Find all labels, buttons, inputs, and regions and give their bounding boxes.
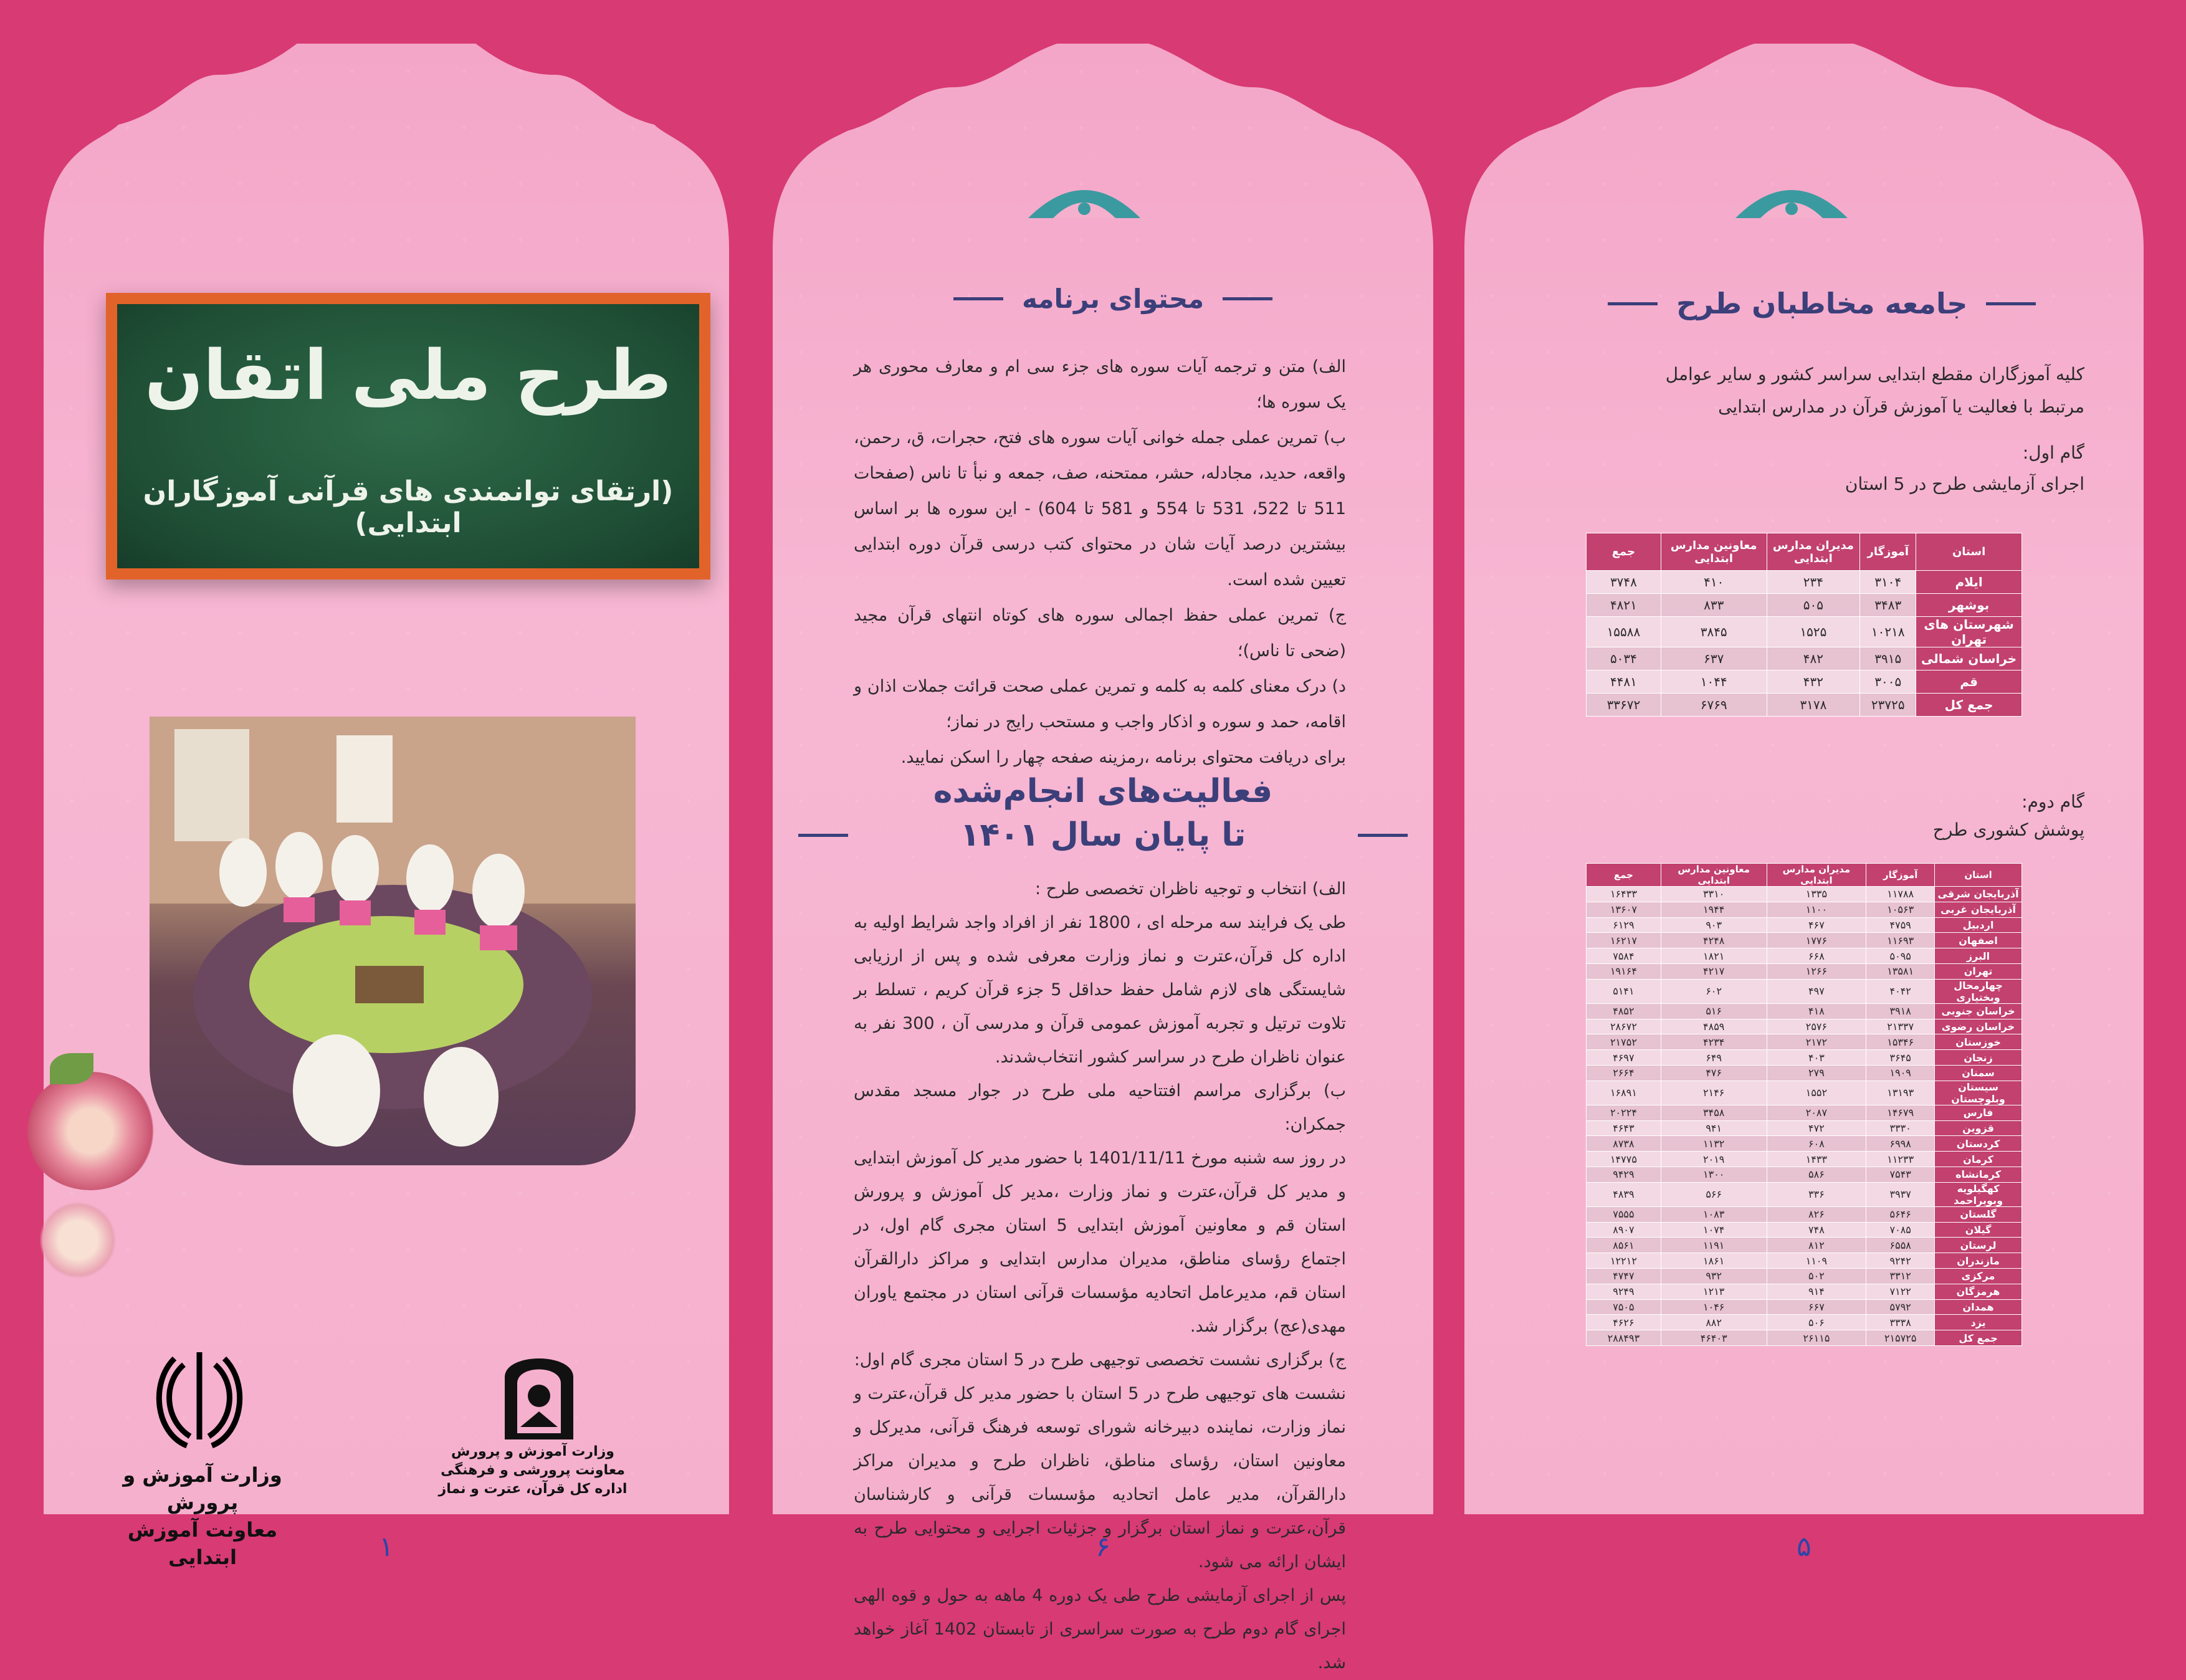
province-cell: اردبیل [1935,917,2022,933]
value-cell: ۴۸۲۱ [1587,594,1661,617]
value-cell: ۳۱۷۸ [1767,694,1860,717]
value-cell: ۸۹۰۷ [1587,1222,1661,1238]
value-cell: ۱۳۱۹۳ [1866,1081,1935,1105]
value-cell: ۱۸۲۱ [1661,948,1767,964]
value-cell: ۶۳۷ [1661,647,1767,671]
value-cell: ۸۳۳ [1661,594,1767,617]
chalkboard-title [106,293,710,580]
value-cell: ۳۸۴۵ [1661,617,1767,647]
activities-heading-row [773,813,1433,857]
content-paragraph: د) درک معنای کلمه به کلمه و تمرین عملی صحت قرائت جملات اذان و اقامه، حمد و سوره و اذکار واجب و مستحب رایج در نماز؛ [854,677,1346,732]
table-row [1587,1152,2022,1167]
table-row [1587,1050,2022,1066]
table-row [1587,1330,2022,1346]
value-cell: ۷۱۲۲ [1866,1284,1935,1299]
audience-heading [1608,287,2036,320]
activity-item: طی یک فرایند سه مرحله ای ، 1800 نفر از افراد واجد شرایط اولیه به اداره کل قرآن،عترت و نماز وزارت معرفی شده و پس از ارزیابی شایستگی های لازم شامل حفظ حداقل 5 جزء قرآن کریم ، تسلط بر تلاوت ترتیل و تجربه آموزش عمومی قرآن و مدرسی آن ، 300 نفر به عنوان ناظران طرح در سراسر کشور انتخاب‌شدند. [854,913,1346,1067]
value-cell: ۹۰۳ [1661,917,1767,933]
audience-intro: کلیه آموزگاران مقطع ابتدایی سراسر کشور و سایر عوامل مرتبط با فعالیت یا آموزش قرآن در مدارس ابتدایی [1665,364,2084,417]
value-cell: ۴۳۲ [1767,671,1860,694]
table-row [1587,1238,2022,1253]
activity-item: ب) برگزاری مراسم افتتاحیه ملی طرح در جوار مسجد مقدس جمکران: [854,1081,1346,1134]
value-cell: ۵۸۶ [1767,1167,1866,1182]
ornament-icon [1022,174,1147,224]
value-cell: ۴۸۳۹ [1587,1182,1661,1206]
province-cell: قزوین [1935,1120,2022,1136]
value-cell: ۲۳۴ [1767,571,1860,594]
value-cell: ۳۳۳۰ [1866,1120,1935,1136]
activity-item: پس از اجرای آزمایشی طرح طی یک دوره 4 ماهه به حول و قوه الهی اجرای گام دوم طرح به صورت سراسری از تابستان 1402 آغاز خواهد شد. [854,1586,1346,1673]
value-cell: ۲۱۷۵۲ [1587,1034,1661,1050]
value-cell: ۱۵۳۴۶ [1866,1034,1935,1050]
value-cell: ۵۱۶ [1661,1003,1767,1019]
table-row [1587,1167,2022,1182]
value-cell: ۳۷۴۸ [1587,571,1661,594]
table-row [1587,647,2022,671]
table-row [1587,1206,2022,1222]
value-cell: ۶۹۹۸ [1866,1136,1935,1152]
province-cell: همدان [1935,1299,2022,1315]
value-cell: ۴۸۲ [1767,647,1860,671]
value-cell: ۴۹۷ [1767,979,1866,1003]
province-cell: تهران [1935,963,2022,979]
value-cell: ۳۹۳۷ [1866,1182,1935,1206]
value-cell: ۶۴۹ [1661,1050,1767,1066]
dept-line-3: اداره کل قرآن، عترت و نماز [438,1481,628,1497]
column-header: آموزگار [1860,533,1916,571]
column-header: جمع [1587,864,1661,887]
value-cell: ۵۰۲ [1767,1268,1866,1284]
value-cell: ۳۹۱۸ [1866,1003,1935,1019]
activity-item: نشست های توجیهی طرح در 5 استان با حضور مدیر کل قرآن،عترت و نماز وزارت، نماینده دبیرخانه شورای توسعه فرهنگ قرآنی، مدیرکل و معاونین استان، رؤسای مناطق، ناظران طرح و مدیران مراکز دارالقرآن، مدیر عامل اتحادیه مؤسسات قرآنی و کارشناسان قرآن،عترت و نماز استان برگزار و جزئیات اجرایی و محتوایی طرح به ایشان ارائه می شود. [854,1384,1346,1572]
value-cell: ۳۱۰۴ [1860,571,1916,594]
table-row [1587,1081,2022,1105]
step2-text: پوشش کشوری طرح [1932,819,2084,840]
value-cell: ۱۵۵۸۸ [1587,617,1661,647]
table-row [1587,1268,2022,1284]
value-cell: ۱۳۳۵ [1767,887,1866,902]
value-cell: ۴۸۵۲ [1587,1003,1661,1019]
value-cell: ۲۱۴۶ [1661,1081,1767,1105]
value-cell: ۳۴۸۳ [1860,594,1916,617]
value-cell: ۹۴۱ [1661,1120,1767,1136]
value-cell: ۴۷۵۹ [1866,917,1935,933]
province-cell: خراسان شمالی [1916,647,2022,671]
column-header: معاونین مدارس ابتدایی [1661,864,1767,887]
heading-rule [953,297,1003,300]
value-cell: ۴۶۹۷ [1587,1050,1661,1066]
content-heading [953,284,1272,314]
table-row [1587,1253,2022,1269]
table-row [1587,948,2022,964]
value-cell: ۴۱۰ [1661,571,1767,594]
province-cell: البرز [1935,948,2022,964]
page-number: ۱ [379,1531,394,1563]
value-cell: ۳۶۴۵ [1866,1050,1935,1066]
table-row [1587,694,2022,717]
audience-heading-text: جامعه مخاطبان طرح [1676,287,1968,320]
table-row [1587,1105,2022,1120]
step1-table [1586,533,2022,717]
table-row [1587,933,2022,948]
value-cell: ۱۹۱۶۴ [1587,963,1661,979]
table-row [1587,671,2022,694]
value-cell: ۴۶۷ [1767,917,1866,933]
value-cell: ۱۱۹۱ [1661,1238,1767,1253]
value-cell: ۴۱۸ [1767,1003,1866,1019]
value-cell: ۳۰۰۵ [1860,671,1916,694]
dept-name [430,1443,636,1499]
value-cell: ۵۰۵ [1767,594,1860,617]
value-cell: ۲۱۵۷۲۵ [1866,1330,1935,1346]
content-heading-text: محتوای برنامه [1022,284,1205,314]
table-row [1587,1120,2022,1136]
value-cell: ۴۶۴۰۳ [1661,1330,1767,1346]
value-cell: ۶۷۶۹ [1661,694,1767,717]
step2-table [1586,863,2022,1346]
table-row [1587,571,2022,594]
province-cell: مازندران [1935,1253,2022,1269]
value-cell: ۱۰۲۱۸ [1860,617,1916,647]
value-cell: ۱۲۱۳ [1661,1284,1767,1299]
value-cell: ۱۴۳۳ [1767,1152,1866,1167]
value-cell: ۱۲۶۶ [1767,963,1866,979]
province-cell: کرمان [1935,1152,2022,1167]
content-paragraph: ب) تمرین عملی جمله خوانی آیات سوره های فتح، حجرات، ق، رحمن، واقعه، حدید، مجادله، حشر، ممتحنه، صف، جمعه و نبأ تا ناس (صفحات 511 تا 522، 531 تا 554 و 581 تا 604) - این سوره ها بر اساس بیشترین درصد آیات شان در محتوای کتب درسی قرآن دوره ابتدایی تعیین شده است. [854,428,1347,589]
value-cell: ۱۳۵۸۱ [1866,963,1935,979]
value-cell: ۲۸۶۷۲ [1587,1019,1661,1034]
activity-item: در روز سه شنبه مورخ 1401/11/11 با حضور مدیر کل آموزش ابتدایی و مدیر کل قرآن،عترت و نماز وزارت ،مدیر کل آموزش و پرورش استان قم و معاونین آموزش ابتدایی 5 استان مجری گام اول، در اجتماع رؤسای مناطق، مدیران مدارس ابتدایی و مراکز دارالقرآن استان قم، مدیرعامل اتحادیه مؤسسات قرآنی استان در مجتمع یاوران مهدی(عج) برگزار شد. [854,1148,1346,1336]
province-cell: سیستان وبلوچستان [1935,1081,2022,1105]
province-cell: گیلان [1935,1222,2022,1238]
value-cell: ۴۸۵۹ [1661,1019,1767,1034]
province-cell: گلستان [1935,1206,2022,1222]
province-cell: مرکزی [1935,1268,2022,1284]
page-number: ۶ [1095,1531,1110,1563]
ministry-line-1: وزارت آموزش و پرورش [123,1463,282,1514]
value-cell: ۹۲۴۲ [1866,1253,1935,1269]
value-cell: ۴۲۱۷ [1661,963,1767,979]
flower-decoration [31,1196,125,1284]
value-cell: ۲۱۷۲ [1767,1034,1866,1050]
value-cell: ۲۶۱۱۵ [1767,1330,1866,1346]
value-cell: ۸۷۳۸ [1587,1136,1661,1152]
value-cell: ۷۴۸ [1767,1222,1866,1238]
value-cell: ۶۰۲ [1661,979,1767,1003]
value-cell: ۸۵۶۱ [1587,1238,1661,1253]
value-cell: ۲۰۲۲۴ [1587,1105,1661,1120]
value-cell: ۷۵۸۴ [1587,948,1661,964]
value-cell: ۱۱۷۸۸ [1866,887,1935,902]
province-cell: ایلام [1916,571,2022,594]
value-cell: ۱۶۸۹۱ [1587,1081,1661,1105]
province-cell: قم [1916,671,2022,694]
table-row [1587,1034,2022,1050]
province-cell: جمع کل [1935,1330,2022,1346]
province-cell: خراسان جنوبی [1935,1003,2022,1019]
value-cell: ۵۱۴۱ [1587,979,1661,1003]
value-cell: ۳۴۵۸ [1661,1105,1767,1120]
province-cell: یزد [1935,1315,2022,1330]
value-cell: ۱۶۴۳۳ [1587,887,1661,902]
activities-heading [773,770,1433,857]
value-cell: ۱۵۲۵ [1767,617,1860,647]
activity-item: ج) برگزاری نشست تخصصی توجیهی طرح در 5 استان مجری گام اول: [854,1350,1346,1370]
province-cell: چهارمحال وبختیاری [1935,979,2022,1003]
value-cell: ۶۶۸ [1767,948,1866,964]
value-cell: ۲۶۶۴ [1587,1065,1661,1081]
page-number: ۵ [1797,1531,1811,1563]
value-cell: ۱۳۰۰ [1661,1167,1767,1182]
content-panel [773,44,1433,1673]
column-header: استان [1916,533,2022,571]
value-cell: ۲۷۹ [1767,1065,1866,1081]
value-cell: ۷۰۸۵ [1866,1222,1935,1238]
arch-top [44,37,729,249]
ministry-line-2: معاونت آموزش ابتدایی [127,1518,278,1569]
table-body [1587,887,2022,1346]
iran-emblem-icon [156,1346,243,1452]
cover-subtitle: (ارتقای توانمندی های قرآنی آموزگاران ابتدایی) [143,475,674,539]
value-cell: ۵۶۶ [1661,1182,1767,1206]
value-cell: ۱۴۷۷۵ [1587,1152,1661,1167]
province-cell: کرمانشاه [1935,1167,2022,1182]
province-cell: کردستان [1935,1136,2022,1152]
province-cell: هرمزگان [1935,1284,2022,1299]
value-cell: ۴۲۳۴ [1661,1034,1767,1050]
province-cell: سمنان [1935,1065,2022,1081]
province-cell: خراسان رضوی [1935,1019,2022,1034]
value-cell: ۶۰۸ [1767,1136,1866,1152]
column-header: مدیران مدارس ابتدایی [1767,533,1860,571]
value-cell: ۵۷۹۲ [1866,1299,1935,1315]
value-cell: ۶۱۲۹ [1587,917,1661,933]
value-cell: ۵۰۶ [1767,1315,1866,1330]
table-header-row [1587,864,2022,887]
table-row [1587,617,2022,647]
activity-item: الف) انتخاب و توجیه ناظران تخصصی طرح : [1035,879,1346,899]
column-header: معاونین مدارس ابتدایی [1661,533,1767,571]
value-cell: ۴۰۳ [1767,1050,1866,1066]
value-cell: ۹۳۲ [1661,1268,1767,1284]
province-cell: اصفهان [1935,933,2022,948]
value-cell: ۱۸۶۱ [1661,1253,1767,1269]
province-cell: کهگیلویه وبویراحمد [1935,1182,2022,1206]
province-cell: لرستان [1935,1238,2022,1253]
value-cell: ۳۳۱۰ [1661,887,1767,902]
value-cell: ۴۷۶ [1661,1065,1767,1081]
table-row [1587,1284,2022,1299]
table-header-row [1587,533,2022,571]
content-paragraph: الف) متن و ترجمه آیات سوره های جزء سی ام و معارف محوری هر یک سوره ها؛ [854,357,1346,412]
heading-rule [1223,297,1272,300]
value-cell: ۴۷۲ [1767,1120,1866,1136]
value-cell: ۲۰۸۷ [1767,1105,1866,1120]
activities-heading-line-2: تا پایان سال ۱۴۰۱ [960,816,1246,854]
province-cell: آذربایجان شرقی [1935,887,2022,902]
step1-text: اجرای آزمایشی طرح در 5 استان [1845,474,2084,494]
table-row [1587,917,2022,933]
value-cell: ۱۲۲۱۲ [1587,1253,1661,1269]
value-cell: ۳۳۱۲ [1866,1268,1935,1284]
leaf-decoration [50,1053,93,1084]
value-cell: ۱۷۷۶ [1767,933,1866,948]
value-cell: ۹۱۴ [1767,1284,1866,1299]
content-paragraphs [854,349,1346,775]
value-cell: ۴۶۲۶ [1587,1315,1661,1330]
value-cell: ۱۶۲۱۷ [1587,933,1661,948]
value-cell: ۱۱۰۰ [1767,902,1866,917]
value-cell: ۳۳۶۷۲ [1587,694,1661,717]
value-cell: ۸۱۲ [1767,1238,1866,1253]
table-row [1587,887,2022,902]
value-cell: ۵۶۴۶ [1866,1206,1935,1222]
column-header: جمع [1587,533,1661,571]
province-cell: خوزستان [1935,1034,2022,1050]
value-cell: ۱۹۴۴ [1661,902,1767,917]
value-cell: ۱۱۳۲ [1661,1136,1767,1152]
value-cell: ۴۲۴۸ [1661,933,1767,948]
cover-panel [44,44,729,1569]
value-cell: ۸۲۶ [1767,1206,1866,1222]
table-row [1587,1315,2022,1330]
value-cell: ۱۰۸۳ [1661,1206,1767,1222]
value-cell: ۱۱۰۹ [1767,1253,1866,1269]
province-cell: بوشهر [1916,594,2022,617]
heading-rule [1358,834,1408,837]
heading-rule [1986,302,2036,305]
value-cell: ۱۵۵۲ [1767,1081,1866,1105]
table-row [1587,963,2022,979]
students-photo [150,717,636,1165]
value-cell: ۳۹۱۵ [1860,647,1916,671]
dept-line-2: معاونت پرورشی و فرهنگی [441,1463,625,1478]
students-reading-quran-image [150,717,636,1165]
cover-title: طرح ملی اتقان [145,335,672,415]
heading-rule [1608,302,1658,305]
province-cell: فارس [1935,1105,2022,1120]
value-cell: ۴۰۴۲ [1866,979,1935,1003]
value-cell: ۴۷۴۷ [1587,1268,1661,1284]
value-cell: ۲۰۱۹ [1661,1152,1767,1167]
table-row [1587,1136,2022,1152]
value-cell: ۴۶۴۳ [1587,1120,1661,1136]
province-cell: زنجان [1935,1050,2022,1066]
table-body [1587,571,2022,717]
value-cell: ۷۵۰۵ [1587,1299,1661,1315]
value-cell: ۷۵۵۵ [1587,1206,1661,1222]
value-cell: ۱۰۴۴ [1661,671,1767,694]
ornament-icon [1729,174,1854,224]
step2-label: گام دوم: [2021,791,2084,812]
table-row [1587,979,2022,1003]
value-cell: ۶۵۵۸ [1866,1238,1935,1253]
value-cell: ۱۰۵۶۳ [1866,902,1935,917]
table-row [1587,1299,2022,1315]
table-row [1587,594,2022,617]
value-cell: ۵۰۹۵ [1866,948,1935,964]
table-row [1587,902,2022,917]
table-row [1587,1222,2022,1238]
column-header: آموزگار [1866,864,1935,887]
value-cell: ۵۰۳۴ [1587,647,1661,671]
step1-label: گام اول: [2022,442,2084,463]
flower-decoration [25,1072,156,1190]
column-header: استان [1935,864,2022,887]
value-cell: ۳۳۳۸ [1866,1315,1935,1330]
province-cell: جمع کل [1916,694,2022,717]
table-row [1587,1065,2022,1081]
value-cell: ۲۱۳۳۷ [1866,1019,1935,1034]
table-row [1587,1003,2022,1019]
table-row [1587,1182,2022,1206]
value-cell: ۹۲۴۹ [1587,1284,1661,1299]
table-row [1587,1019,2022,1034]
dept-line-1: وزارت آموزش و پرورش [451,1444,614,1459]
value-cell: ۲۳۷۲۵ [1860,694,1916,717]
value-cell: ۱۴۶۷۹ [1866,1105,1935,1120]
province-cell: شهرستان های تهران [1916,617,2022,647]
activities-heading-line-1: فعالیت‌های انجام‌شده [933,773,1273,810]
content-paragraph: برای دریافت محتوای برنامه ،رمزینه صفحه چهار را اسکن نمایید. [900,748,1346,767]
value-cell: ۶۶۷ [1767,1299,1866,1315]
content-paragraph: ج) تمرین عملی حفظ اجمالی سوره های کوتاه انتهای قرآن مجید (ضحی تا ناس)؛ [854,606,1346,661]
value-cell: ۷۵۴۳ [1866,1167,1935,1182]
value-cell: ۱۹۰۹ [1866,1065,1935,1081]
heading-rule [798,834,848,837]
value-cell: ۸۸۲ [1661,1315,1767,1330]
value-cell: ۹۴۲۹ [1587,1167,1661,1182]
value-cell: ۱۰۴۶ [1661,1299,1767,1315]
value-cell: ۲۸۸۴۹۳ [1587,1330,1661,1346]
value-cell: ۱۱۲۳۳ [1866,1152,1935,1167]
dept-logo-icon [492,1340,586,1446]
value-cell: ۱۰۷۴ [1661,1222,1767,1238]
audience-panel [1464,44,2144,1563]
value-cell: ۲۵۷۶ [1767,1019,1866,1034]
column-header: مدیران مدارس ابتدایی [1767,864,1866,887]
value-cell: ۴۴۸۱ [1587,671,1661,694]
value-cell: ۱۳۶۰۷ [1587,902,1661,917]
value-cell: ۳۳۶ [1767,1182,1866,1206]
province-cell: آذربایجان غربی [1935,902,2022,917]
value-cell: ۱۱۶۹۳ [1866,933,1935,948]
